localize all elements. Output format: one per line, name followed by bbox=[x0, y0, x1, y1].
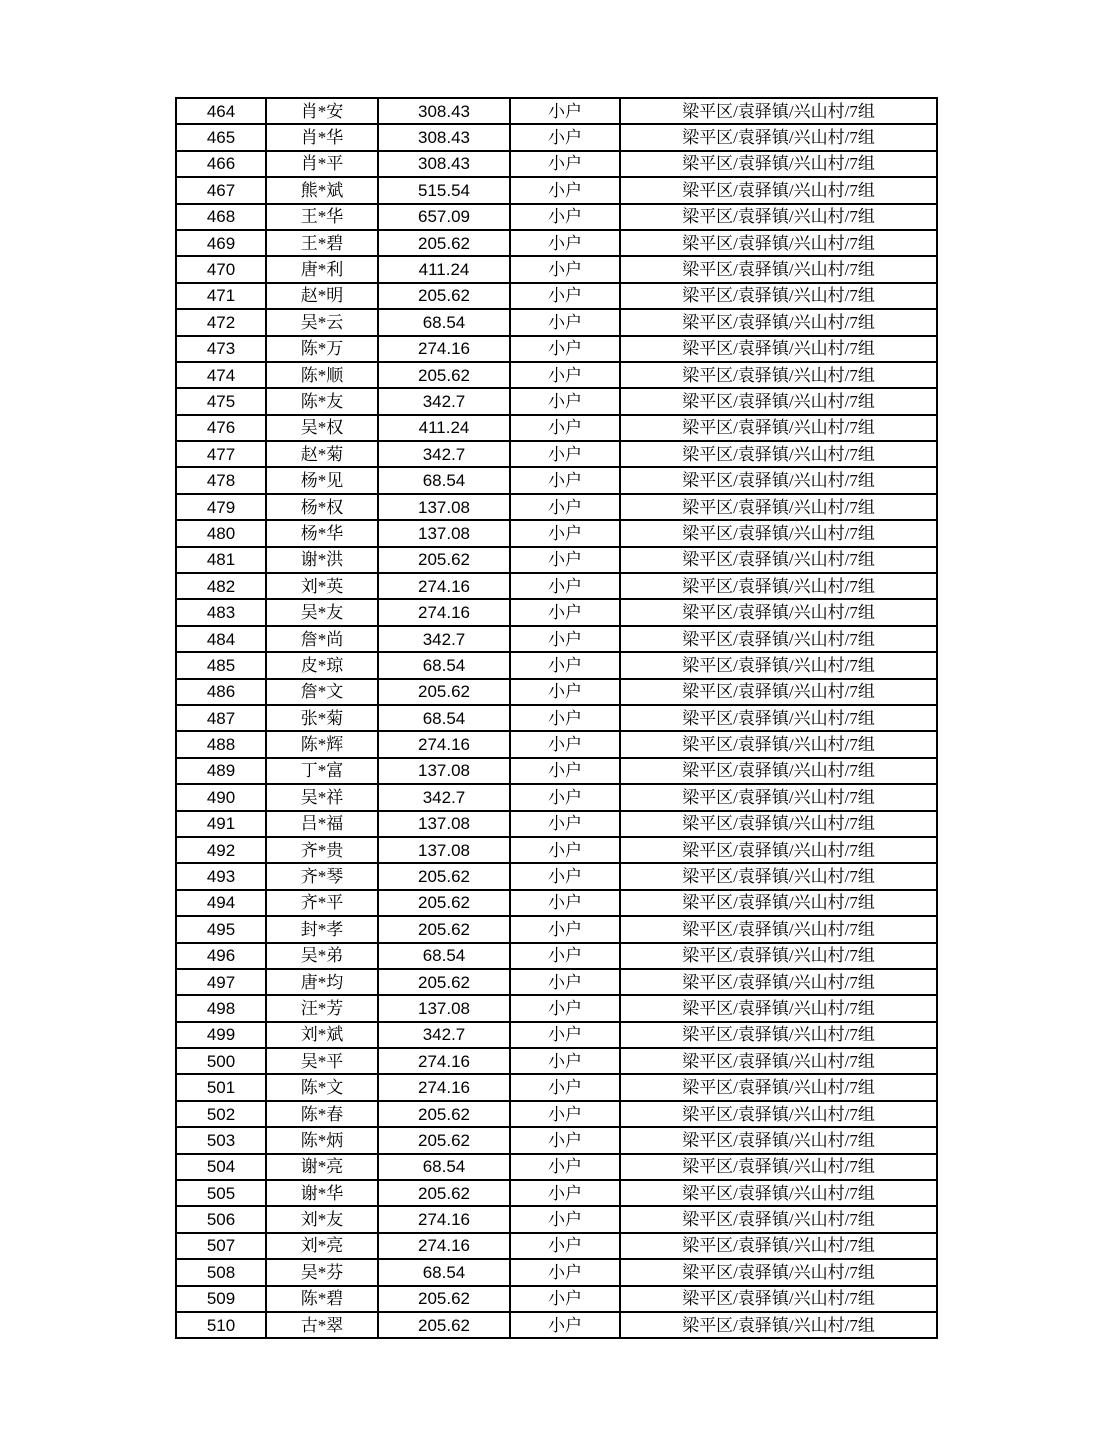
cell-row_number: 491 bbox=[176, 811, 266, 837]
cell-row_number: 497 bbox=[176, 969, 266, 995]
table-row bbox=[176, 1022, 937, 1048]
cell-amount: 205.62 bbox=[378, 1127, 510, 1153]
table-row bbox=[176, 283, 937, 309]
cell-location: 梁平区/袁驿镇/兴山村/7组 bbox=[620, 494, 937, 520]
cell-amount: 137.08 bbox=[378, 995, 510, 1021]
cell-name: 古*翠 bbox=[266, 1312, 378, 1338]
cell-location: 梁平区/袁驿镇/兴山村/7组 bbox=[620, 599, 937, 625]
cell-amount: 342.7 bbox=[378, 388, 510, 414]
cell-row_number: 477 bbox=[176, 441, 266, 467]
cell-household_type: 小户 bbox=[510, 837, 620, 863]
cell-row_number: 499 bbox=[176, 1022, 266, 1048]
cell-household_type: 小户 bbox=[510, 652, 620, 678]
cell-name: 肖*平 bbox=[266, 151, 378, 177]
cell-location: 梁平区/袁驿镇/兴山村/7组 bbox=[620, 388, 937, 414]
cell-amount: 205.62 bbox=[378, 547, 510, 573]
cell-amount: 515.54 bbox=[378, 177, 510, 203]
cell-location: 梁平区/袁驿镇/兴山村/7组 bbox=[620, 283, 937, 309]
table-row bbox=[176, 494, 937, 520]
cell-row_number: 495 bbox=[176, 916, 266, 942]
table-row bbox=[176, 1154, 937, 1180]
cell-location: 梁平区/袁驿镇/兴山村/7组 bbox=[620, 573, 937, 599]
cell-location: 梁平区/袁驿镇/兴山村/7组 bbox=[620, 1312, 937, 1338]
cell-household_type: 小户 bbox=[510, 1074, 620, 1100]
cell-location: 梁平区/袁驿镇/兴山村/7组 bbox=[620, 679, 937, 705]
cell-name: 陈*万 bbox=[266, 336, 378, 362]
cell-household_type: 小户 bbox=[510, 916, 620, 942]
table-row bbox=[176, 995, 937, 1021]
cell-amount: 308.43 bbox=[378, 151, 510, 177]
cell-amount: 274.16 bbox=[378, 336, 510, 362]
cell-name: 吴*祥 bbox=[266, 784, 378, 810]
cell-row_number: 481 bbox=[176, 547, 266, 573]
cell-row_number: 472 bbox=[176, 309, 266, 335]
cell-household_type: 小户 bbox=[510, 415, 620, 441]
cell-location: 梁平区/袁驿镇/兴山村/7组 bbox=[620, 309, 937, 335]
cell-location: 梁平区/袁驿镇/兴山村/7组 bbox=[620, 863, 937, 889]
cell-name: 谢*亮 bbox=[266, 1154, 378, 1180]
cell-household_type: 小户 bbox=[510, 494, 620, 520]
cell-household_type: 小户 bbox=[510, 98, 620, 124]
table-row bbox=[176, 1312, 937, 1338]
cell-household_type: 小户 bbox=[510, 1180, 620, 1206]
cell-row_number: 485 bbox=[176, 652, 266, 678]
cell-location: 梁平区/袁驿镇/兴山村/7组 bbox=[620, 705, 937, 731]
cell-location: 梁平区/袁驿镇/兴山村/7组 bbox=[620, 336, 937, 362]
cell-name: 封*孝 bbox=[266, 916, 378, 942]
cell-amount: 68.54 bbox=[378, 309, 510, 335]
cell-location: 梁平区/袁驿镇/兴山村/7组 bbox=[620, 204, 937, 230]
cell-row_number: 490 bbox=[176, 784, 266, 810]
cell-name: 杨*见 bbox=[266, 467, 378, 493]
table-row bbox=[176, 388, 937, 414]
cell-location: 梁平区/袁驿镇/兴山村/7组 bbox=[620, 520, 937, 546]
table-row bbox=[176, 1233, 937, 1259]
cell-household_type: 小户 bbox=[510, 547, 620, 573]
cell-household_type: 小户 bbox=[510, 784, 620, 810]
cell-household_type: 小户 bbox=[510, 309, 620, 335]
cell-location: 梁平区/袁驿镇/兴山村/7组 bbox=[620, 98, 937, 124]
cell-name: 齐*平 bbox=[266, 890, 378, 916]
cell-amount: 274.16 bbox=[378, 573, 510, 599]
cell-location: 梁平区/袁驿镇/兴山村/7组 bbox=[620, 916, 937, 942]
cell-location: 梁平区/袁驿镇/兴山村/7组 bbox=[620, 943, 937, 969]
cell-location: 梁平区/袁驿镇/兴山村/7组 bbox=[620, 151, 937, 177]
cell-location: 梁平区/袁驿镇/兴山村/7组 bbox=[620, 1233, 937, 1259]
cell-location: 梁平区/袁驿镇/兴山村/7组 bbox=[620, 230, 937, 256]
cell-amount: 205.62 bbox=[378, 1101, 510, 1127]
cell-name: 吴*权 bbox=[266, 415, 378, 441]
cell-household_type: 小户 bbox=[510, 1048, 620, 1074]
table-row bbox=[176, 731, 937, 757]
cell-row_number: 509 bbox=[176, 1286, 266, 1312]
table-row bbox=[176, 362, 937, 388]
cell-location: 梁平区/袁驿镇/兴山村/7组 bbox=[620, 811, 937, 837]
cell-name: 吴*芬 bbox=[266, 1259, 378, 1285]
cell-household_type: 小户 bbox=[510, 177, 620, 203]
cell-amount: 68.54 bbox=[378, 467, 510, 493]
table-row bbox=[176, 98, 937, 124]
cell-amount: 68.54 bbox=[378, 943, 510, 969]
cell-location: 梁平区/袁驿镇/兴山村/7组 bbox=[620, 626, 937, 652]
cell-amount: 205.62 bbox=[378, 283, 510, 309]
cell-location: 梁平区/袁驿镇/兴山村/7组 bbox=[620, 362, 937, 388]
cell-name: 吕*福 bbox=[266, 811, 378, 837]
table-row bbox=[176, 1180, 937, 1206]
cell-row_number: 473 bbox=[176, 336, 266, 362]
table-row bbox=[176, 784, 937, 810]
cell-household_type: 小户 bbox=[510, 705, 620, 731]
cell-amount: 342.7 bbox=[378, 1022, 510, 1048]
cell-name: 肖*华 bbox=[266, 124, 378, 150]
table-row bbox=[176, 520, 937, 546]
cell-location: 梁平区/袁驿镇/兴山村/7组 bbox=[620, 758, 937, 784]
cell-household_type: 小户 bbox=[510, 441, 620, 467]
cell-amount: 68.54 bbox=[378, 1154, 510, 1180]
cell-row_number: 498 bbox=[176, 995, 266, 1021]
cell-household_type: 小户 bbox=[510, 863, 620, 889]
table-body bbox=[176, 98, 937, 1338]
cell-row_number: 493 bbox=[176, 863, 266, 889]
cell-household_type: 小户 bbox=[510, 1233, 620, 1259]
cell-name: 陈*炳 bbox=[266, 1127, 378, 1153]
cell-name: 陈*辉 bbox=[266, 731, 378, 757]
cell-name: 刘*英 bbox=[266, 573, 378, 599]
cell-household_type: 小户 bbox=[510, 1206, 620, 1232]
cell-amount: 274.16 bbox=[378, 1206, 510, 1232]
cell-name: 唐*利 bbox=[266, 256, 378, 282]
table-row bbox=[176, 1101, 937, 1127]
cell-name: 吴*云 bbox=[266, 309, 378, 335]
cell-row_number: 502 bbox=[176, 1101, 266, 1127]
table-row bbox=[176, 573, 937, 599]
cell-row_number: 479 bbox=[176, 494, 266, 520]
table-row bbox=[176, 758, 937, 784]
cell-household_type: 小户 bbox=[510, 151, 620, 177]
cell-amount: 274.16 bbox=[378, 1074, 510, 1100]
table-row bbox=[176, 1206, 937, 1232]
table-row bbox=[176, 916, 937, 942]
cell-location: 梁平区/袁驿镇/兴山村/7组 bbox=[620, 1048, 937, 1074]
cell-amount: 205.62 bbox=[378, 1312, 510, 1338]
cell-location: 梁平区/袁驿镇/兴山村/7组 bbox=[620, 256, 937, 282]
cell-row_number: 510 bbox=[176, 1312, 266, 1338]
cell-row_number: 508 bbox=[176, 1259, 266, 1285]
cell-location: 梁平区/袁驿镇/兴山村/7组 bbox=[620, 1206, 937, 1232]
cell-household_type: 小户 bbox=[510, 1154, 620, 1180]
cell-household_type: 小户 bbox=[510, 1022, 620, 1048]
table-row bbox=[176, 336, 937, 362]
table-row bbox=[176, 1127, 937, 1153]
cell-amount: 137.08 bbox=[378, 758, 510, 784]
table-row bbox=[176, 599, 937, 625]
table-row bbox=[176, 652, 937, 678]
cell-name: 刘*亮 bbox=[266, 1233, 378, 1259]
cell-location: 梁平区/袁驿镇/兴山村/7组 bbox=[620, 1180, 937, 1206]
cell-row_number: 470 bbox=[176, 256, 266, 282]
cell-row_number: 487 bbox=[176, 705, 266, 731]
cell-name: 詹*文 bbox=[266, 679, 378, 705]
cell-location: 梁平区/袁驿镇/兴山村/7组 bbox=[620, 1154, 937, 1180]
cell-household_type: 小户 bbox=[510, 1286, 620, 1312]
table-row bbox=[176, 467, 937, 493]
cell-location: 梁平区/袁驿镇/兴山村/7组 bbox=[620, 1022, 937, 1048]
cell-row_number: 478 bbox=[176, 467, 266, 493]
cell-name: 齐*琴 bbox=[266, 863, 378, 889]
cell-location: 梁平区/袁驿镇/兴山村/7组 bbox=[620, 837, 937, 863]
cell-name: 谢*洪 bbox=[266, 547, 378, 573]
cell-name: 皮*琼 bbox=[266, 652, 378, 678]
table-row bbox=[176, 151, 937, 177]
table-row bbox=[176, 969, 937, 995]
cell-household_type: 小户 bbox=[510, 520, 620, 546]
table-row bbox=[176, 837, 937, 863]
cell-row_number: 482 bbox=[176, 573, 266, 599]
cell-amount: 205.62 bbox=[378, 1180, 510, 1206]
cell-household_type: 小户 bbox=[510, 811, 620, 837]
cell-row_number: 494 bbox=[176, 890, 266, 916]
table-row bbox=[176, 124, 937, 150]
cell-row_number: 465 bbox=[176, 124, 266, 150]
cell-row_number: 474 bbox=[176, 362, 266, 388]
cell-household_type: 小户 bbox=[510, 256, 620, 282]
cell-household_type: 小户 bbox=[510, 1312, 620, 1338]
cell-amount: 308.43 bbox=[378, 124, 510, 150]
cell-name: 陈*春 bbox=[266, 1101, 378, 1127]
cell-household_type: 小户 bbox=[510, 943, 620, 969]
cell-household_type: 小户 bbox=[510, 599, 620, 625]
cell-name: 刘*友 bbox=[266, 1206, 378, 1232]
cell-location: 梁平区/袁驿镇/兴山村/7组 bbox=[620, 441, 937, 467]
cell-location: 梁平区/袁驿镇/兴山村/7组 bbox=[620, 1074, 937, 1100]
cell-amount: 308.43 bbox=[378, 98, 510, 124]
table-row bbox=[176, 1074, 937, 1100]
cell-name: 王*华 bbox=[266, 204, 378, 230]
cell-row_number: 501 bbox=[176, 1074, 266, 1100]
cell-amount: 68.54 bbox=[378, 705, 510, 731]
cell-amount: 137.08 bbox=[378, 811, 510, 837]
cell-name: 肖*安 bbox=[266, 98, 378, 124]
cell-row_number: 466 bbox=[176, 151, 266, 177]
cell-name: 齐*贵 bbox=[266, 837, 378, 863]
cell-amount: 342.7 bbox=[378, 441, 510, 467]
cell-household_type: 小户 bbox=[510, 731, 620, 757]
cell-household_type: 小户 bbox=[510, 124, 620, 150]
table-row bbox=[176, 1286, 937, 1312]
cell-row_number: 475 bbox=[176, 388, 266, 414]
cell-name: 王*碧 bbox=[266, 230, 378, 256]
table-row bbox=[176, 705, 937, 731]
cell-name: 赵*菊 bbox=[266, 441, 378, 467]
cell-location: 梁平区/袁驿镇/兴山村/7组 bbox=[620, 467, 937, 493]
table-row bbox=[176, 441, 937, 467]
cell-name: 刘*斌 bbox=[266, 1022, 378, 1048]
cell-row_number: 484 bbox=[176, 626, 266, 652]
cell-location: 梁平区/袁驿镇/兴山村/7组 bbox=[620, 547, 937, 573]
cell-location: 梁平区/袁驿镇/兴山村/7组 bbox=[620, 1286, 937, 1312]
cell-location: 梁平区/袁驿镇/兴山村/7组 bbox=[620, 124, 937, 150]
cell-household_type: 小户 bbox=[510, 679, 620, 705]
cell-household_type: 小户 bbox=[510, 283, 620, 309]
cell-row_number: 492 bbox=[176, 837, 266, 863]
table-row bbox=[176, 863, 937, 889]
cell-amount: 657.09 bbox=[378, 204, 510, 230]
cell-amount: 411.24 bbox=[378, 256, 510, 282]
table-row bbox=[176, 890, 937, 916]
cell-location: 梁平区/袁驿镇/兴山村/7组 bbox=[620, 1127, 937, 1153]
cell-amount: 205.62 bbox=[378, 863, 510, 889]
cell-amount: 274.16 bbox=[378, 731, 510, 757]
cell-name: 熊*斌 bbox=[266, 177, 378, 203]
cell-location: 梁平区/袁驿镇/兴山村/7组 bbox=[620, 784, 937, 810]
table-row bbox=[176, 1259, 937, 1285]
cell-location: 梁平区/袁驿镇/兴山村/7组 bbox=[620, 177, 937, 203]
cell-name: 谢*华 bbox=[266, 1180, 378, 1206]
table-row bbox=[176, 547, 937, 573]
cell-amount: 137.08 bbox=[378, 494, 510, 520]
cell-amount: 342.7 bbox=[378, 784, 510, 810]
cell-row_number: 505 bbox=[176, 1180, 266, 1206]
cell-row_number: 507 bbox=[176, 1233, 266, 1259]
cell-row_number: 500 bbox=[176, 1048, 266, 1074]
cell-name: 丁*富 bbox=[266, 758, 378, 784]
cell-row_number: 488 bbox=[176, 731, 266, 757]
cell-household_type: 小户 bbox=[510, 1127, 620, 1153]
cell-household_type: 小户 bbox=[510, 758, 620, 784]
document-page bbox=[175, 97, 938, 1339]
cell-name: 汪*芳 bbox=[266, 995, 378, 1021]
cell-amount: 137.08 bbox=[378, 837, 510, 863]
cell-location: 梁平区/袁驿镇/兴山村/7组 bbox=[620, 969, 937, 995]
cell-name: 詹*尚 bbox=[266, 626, 378, 652]
cell-row_number: 480 bbox=[176, 520, 266, 546]
table-row bbox=[176, 943, 937, 969]
cell-household_type: 小户 bbox=[510, 995, 620, 1021]
cell-name: 陈*文 bbox=[266, 1074, 378, 1100]
cell-household_type: 小户 bbox=[510, 573, 620, 599]
cell-row_number: 504 bbox=[176, 1154, 266, 1180]
cell-amount: 205.62 bbox=[378, 362, 510, 388]
cell-name: 吴*平 bbox=[266, 1048, 378, 1074]
cell-name: 唐*均 bbox=[266, 969, 378, 995]
cell-location: 梁平区/袁驿镇/兴山村/7组 bbox=[620, 995, 937, 1021]
table-row bbox=[176, 230, 937, 256]
cell-amount: 205.62 bbox=[378, 1286, 510, 1312]
cell-amount: 274.16 bbox=[378, 599, 510, 625]
cell-row_number: 467 bbox=[176, 177, 266, 203]
cell-row_number: 506 bbox=[176, 1206, 266, 1232]
cell-row_number: 483 bbox=[176, 599, 266, 625]
cell-name: 吴*弟 bbox=[266, 943, 378, 969]
cell-household_type: 小户 bbox=[510, 467, 620, 493]
cell-household_type: 小户 bbox=[510, 388, 620, 414]
table-row bbox=[176, 415, 937, 441]
table-row bbox=[176, 1048, 937, 1074]
cell-location: 梁平区/袁驿镇/兴山村/7组 bbox=[620, 652, 937, 678]
cell-row_number: 469 bbox=[176, 230, 266, 256]
cell-location: 梁平区/袁驿镇/兴山村/7组 bbox=[620, 731, 937, 757]
cell-row_number: 471 bbox=[176, 283, 266, 309]
cell-location: 梁平区/袁驿镇/兴山村/7组 bbox=[620, 1101, 937, 1127]
cell-name: 吴*友 bbox=[266, 599, 378, 625]
cell-household_type: 小户 bbox=[510, 969, 620, 995]
cell-row_number: 496 bbox=[176, 943, 266, 969]
cell-amount: 274.16 bbox=[378, 1048, 510, 1074]
cell-household_type: 小户 bbox=[510, 204, 620, 230]
cell-amount: 205.62 bbox=[378, 969, 510, 995]
cell-amount: 411.24 bbox=[378, 415, 510, 441]
cell-household_type: 小户 bbox=[510, 1259, 620, 1285]
cell-amount: 137.08 bbox=[378, 520, 510, 546]
cell-name: 陈*顺 bbox=[266, 362, 378, 388]
table-row bbox=[176, 679, 937, 705]
cell-amount: 274.16 bbox=[378, 1233, 510, 1259]
cell-household_type: 小户 bbox=[510, 336, 620, 362]
table-row bbox=[176, 256, 937, 282]
cell-amount: 205.62 bbox=[378, 230, 510, 256]
cell-amount: 205.62 bbox=[378, 916, 510, 942]
cell-location: 梁平区/袁驿镇/兴山村/7组 bbox=[620, 1259, 937, 1285]
table-row bbox=[176, 626, 937, 652]
cell-amount: 342.7 bbox=[378, 626, 510, 652]
cell-location: 梁平区/袁驿镇/兴山村/7组 bbox=[620, 890, 937, 916]
table-row bbox=[176, 811, 937, 837]
cell-name: 杨*华 bbox=[266, 520, 378, 546]
cell-household_type: 小户 bbox=[510, 230, 620, 256]
cell-location: 梁平区/袁驿镇/兴山村/7组 bbox=[620, 415, 937, 441]
cell-amount: 68.54 bbox=[378, 1259, 510, 1285]
cell-row_number: 489 bbox=[176, 758, 266, 784]
cell-row_number: 503 bbox=[176, 1127, 266, 1153]
cell-household_type: 小户 bbox=[510, 626, 620, 652]
cell-name: 赵*明 bbox=[266, 283, 378, 309]
cell-household_type: 小户 bbox=[510, 1101, 620, 1127]
cell-name: 张*菊 bbox=[266, 705, 378, 731]
cell-row_number: 464 bbox=[176, 98, 266, 124]
table-row bbox=[176, 309, 937, 335]
cell-name: 陈*碧 bbox=[266, 1286, 378, 1312]
cell-amount: 205.62 bbox=[378, 679, 510, 705]
table-row bbox=[176, 204, 937, 230]
cell-household_type: 小户 bbox=[510, 362, 620, 388]
cell-household_type: 小户 bbox=[510, 890, 620, 916]
table-row bbox=[176, 177, 937, 203]
cell-amount: 68.54 bbox=[378, 652, 510, 678]
cell-name: 杨*权 bbox=[266, 494, 378, 520]
beneficiary-table bbox=[175, 97, 938, 1339]
cell-row_number: 468 bbox=[176, 204, 266, 230]
cell-amount: 205.62 bbox=[378, 890, 510, 916]
cell-row_number: 476 bbox=[176, 415, 266, 441]
cell-name: 陈*友 bbox=[266, 388, 378, 414]
cell-row_number: 486 bbox=[176, 679, 266, 705]
